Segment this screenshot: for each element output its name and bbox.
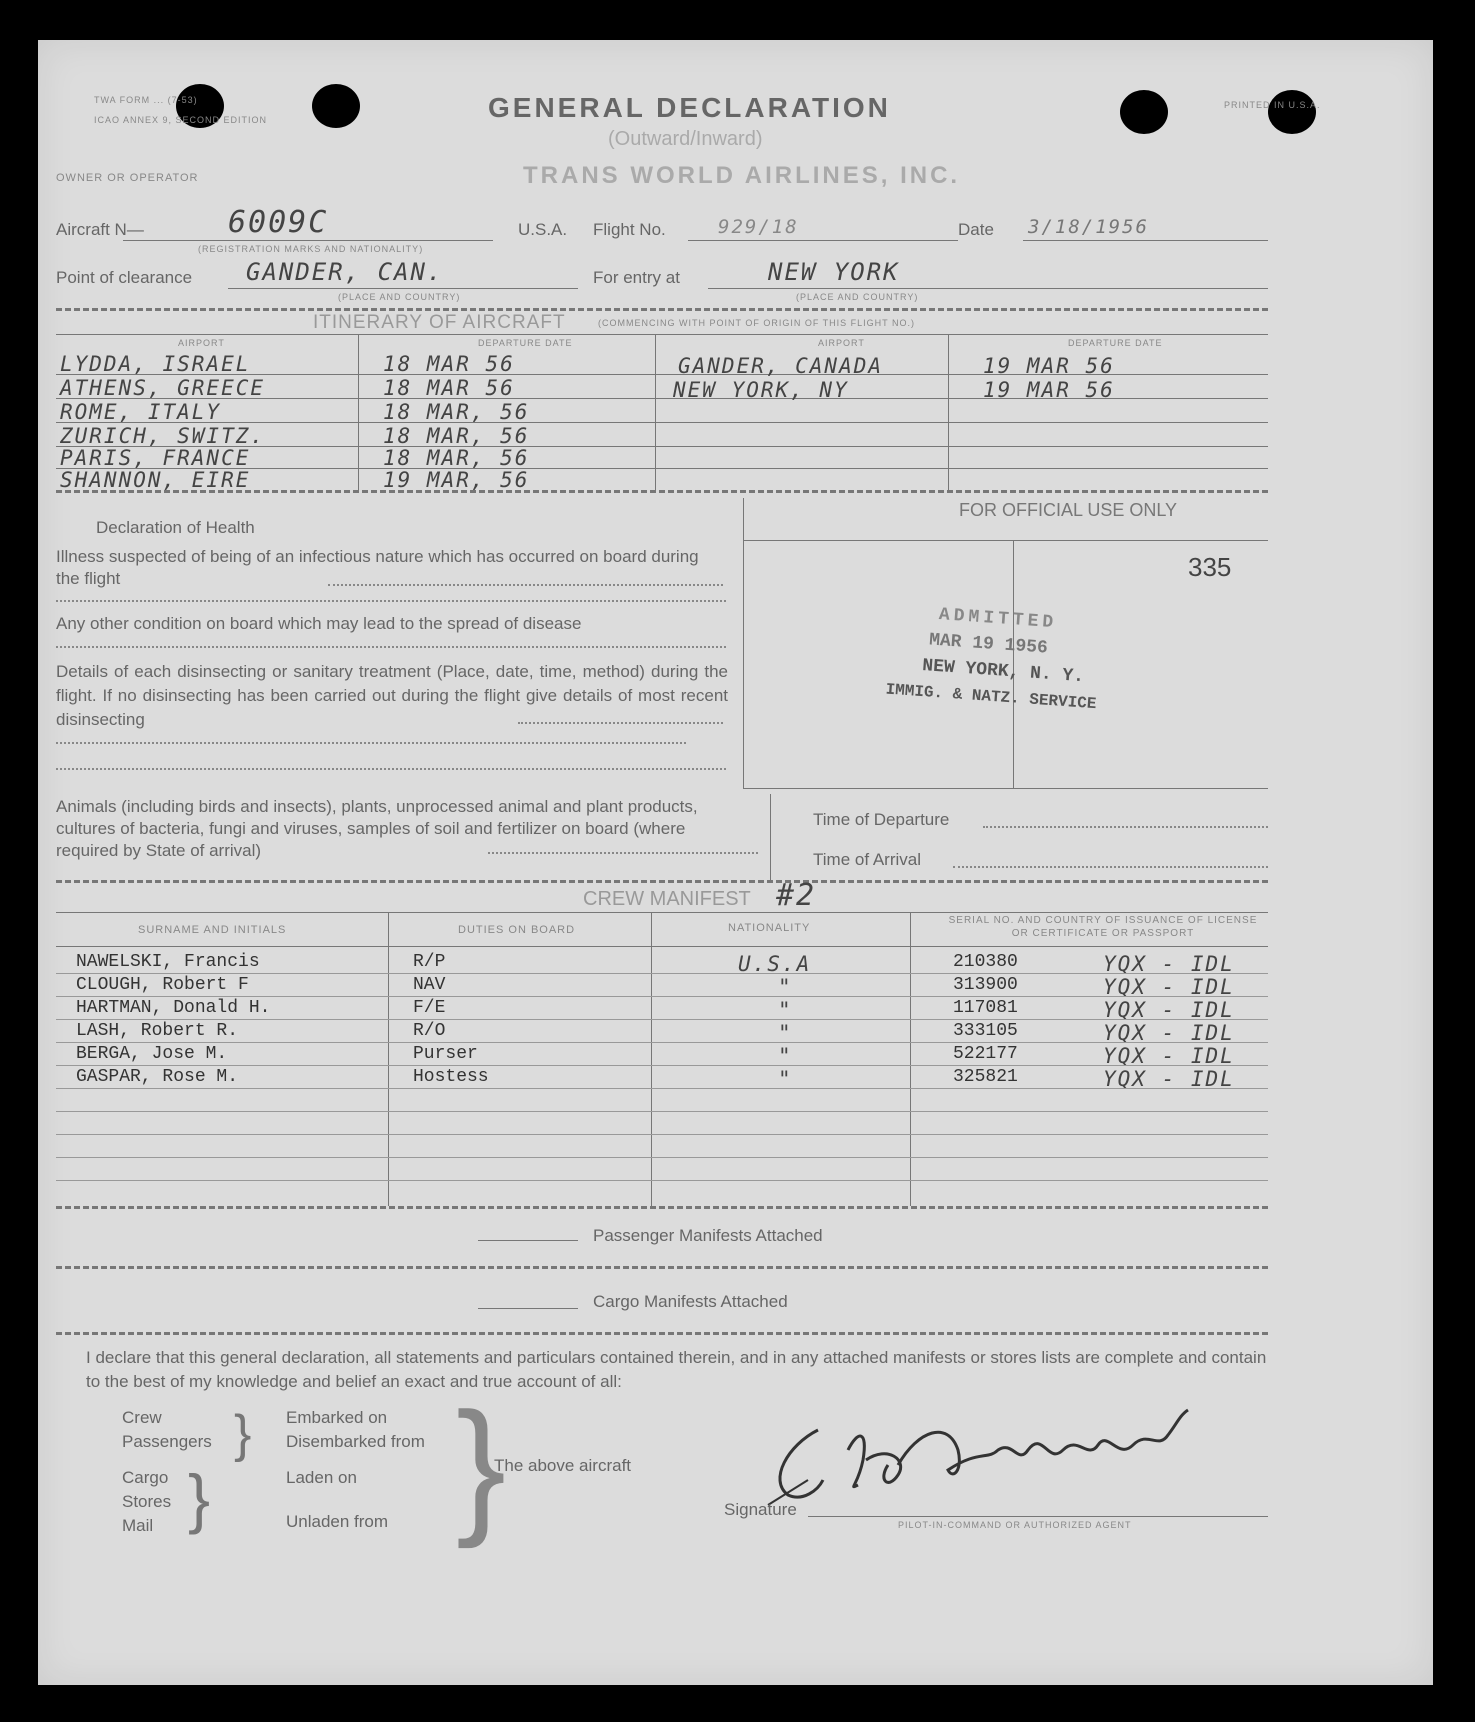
above-aircraft-label: The above aircraft — [494, 1456, 632, 1475]
itin-date-r2: 19 MAR 56 — [983, 378, 1115, 402]
declaration-unladen: Unladen from — [286, 1512, 389, 1531]
crew-serial: 333105 — [953, 1021, 1018, 1041]
crew-route: YQX - IDL — [1103, 1021, 1235, 1045]
crew-serial: 210380 — [953, 952, 1018, 972]
usa-label: U.S.A. — [518, 220, 568, 239]
itin-date-5: 18 MAR, 56 — [383, 446, 530, 470]
passenger-manifests-label: Passenger Manifests Attached — [593, 1226, 823, 1245]
crew-manifest-title: CREW MANIFEST — [583, 888, 751, 910]
crew-route: YQX - IDL — [1103, 1044, 1235, 1068]
itin-airport-3: ROME, ITALY — [60, 400, 222, 424]
cargo-manifests-label: Cargo Manifests Attached — [593, 1292, 788, 1311]
itin-date-3: 18 MAR, 56 — [383, 400, 530, 424]
form-edition: ICAO ANNEX 9, SECOND EDITION — [94, 115, 268, 125]
itin-date-1: 18 MAR 56 — [383, 352, 515, 376]
crew-duty: NAV — [413, 975, 446, 995]
crew-duty: R/O — [413, 1021, 446, 1041]
crew-name: LASH, Robert R. — [76, 1021, 239, 1041]
form-subtitle: (Outward/Inward) — [608, 128, 763, 150]
punch-hole — [1268, 90, 1316, 134]
itin-airport-4: ZURICH, SWITZ. — [60, 424, 266, 448]
col-airport-2: AIRPORT — [818, 338, 865, 348]
admitted-stamp: ADMITTED MAR 19 1956 NEW YORK, N. Y. IMMIG. & NATZ. SERVICE — [884, 605, 1097, 714]
form-number: TWA FORM ... (7-53) — [94, 95, 198, 105]
clearance-label: Point of clearance — [56, 268, 193, 287]
col-departure-date-2: DEPARTURE DATE — [1068, 338, 1163, 348]
crew-duty: Hostess — [413, 1067, 489, 1087]
crew-name: GASPAR, Rose M. — [76, 1067, 239, 1087]
brace: } — [234, 1405, 252, 1463]
flight-date: 3/18/1956 — [1028, 216, 1149, 238]
punch-hole — [312, 84, 360, 128]
col-surname: SURNAME AND INITIALS — [138, 924, 287, 936]
pilot-signature — [748, 1390, 1228, 1520]
crew-route: YQX - IDL — [1103, 975, 1235, 999]
col-departure-date: DEPARTURE DATE — [478, 338, 573, 348]
punch-hole — [1120, 90, 1168, 134]
crew-name: CLOUGH, Robert F — [76, 975, 249, 995]
place-caption: (PLACE AND COUNTRY) — [338, 292, 461, 302]
itin-airport-r2: NEW YORK, NY — [673, 378, 849, 402]
flight-number: 929/18 — [718, 216, 799, 238]
itin-airport-5: PARIS, FRANCE — [60, 446, 251, 470]
signature-label: Signature — [724, 1500, 797, 1519]
crew-route: YQX - IDL — [1103, 1067, 1235, 1091]
itinerary-note: (COMMENCING WITH POINT OF ORIGIN OF THIS FLIGHT NO.) — [598, 318, 915, 328]
official-use-label: FOR OFFICIAL USE ONLY — [958, 500, 1178, 520]
crew-serial: 325821 — [953, 1067, 1018, 1087]
brace: } — [188, 1461, 211, 1535]
health-other: Any other condition on board which may lead to the spread of disease — [56, 614, 582, 633]
clearance-place: GANDER, CAN. — [246, 258, 444, 286]
crew-name: BERGA, Jose M. — [76, 1044, 228, 1064]
itin-date-6: 19 MAR, 56 — [383, 468, 530, 492]
crew-duty: R/P — [413, 952, 446, 972]
crew-serial: 313900 — [953, 975, 1018, 995]
declaration-laden: Laden on — [286, 1468, 357, 1487]
col-serial: SERIAL NO. AND COUNTRY OF ISSUANCE OF LICENSE OR CERTIFICATE OR PASSPORT — [948, 915, 1258, 939]
departure-time-label: Time of Departure — [813, 810, 950, 829]
large-brace: } — [456, 1381, 507, 1549]
crew-duty: F/E — [413, 998, 446, 1018]
health-disinsecting: Details of each disinsecting or sanitary treatment (Place, date, time, method) during the flight. If no disinsecting has been carried out during the flight give details of most recent disinsecting — [56, 662, 728, 729]
declaration-crew-passengers: Crew Passengers — [122, 1408, 212, 1451]
crew-name: NAWELSKI, Francis — [76, 952, 260, 972]
col-nationality: NATIONALITY — [728, 922, 811, 934]
signature-caption: PILOT-IN-COMMAND OR AUTHORIZED AGENT — [898, 1520, 1132, 1530]
crew-serial: 117081 — [953, 998, 1018, 1018]
crew-nationality: U.S.A — [738, 952, 812, 976]
itin-date-2: 18 MAR 56 — [383, 376, 515, 400]
itin-airport-2: ATHENS, GREECE — [60, 376, 266, 400]
itin-airport-1: LYDDA, ISRAEL — [60, 352, 251, 376]
declaration-embarked: Embarked on Disembarked from — [286, 1408, 425, 1451]
entry-place: NEW YORK — [768, 258, 900, 286]
itin-date-r1: 19 MAR 56 — [983, 354, 1115, 378]
crew-route: YQX - IDL — [1103, 952, 1235, 976]
crew-name: HARTMAN, Donald H. — [76, 998, 271, 1018]
declaration-form — [38, 40, 1433, 1685]
flight-no-label: Flight No. — [593, 220, 666, 239]
crew-manifest-number: #2 — [776, 878, 817, 913]
itin-airport-r1: GANDER, CANADA — [678, 354, 884, 378]
form-title: GENERAL DECLARATION — [488, 92, 891, 123]
itinerary-title: ITINERARY OF AIRCRAFT — [313, 312, 566, 333]
declaration-cargo: Cargo Stores Mail — [122, 1468, 172, 1535]
aircraft-registration: 6009C — [228, 205, 329, 240]
itin-date-4: 18 MAR, 56 — [383, 424, 530, 448]
crew-nationality: " — [778, 975, 793, 999]
crew-nationality: " — [778, 998, 793, 1022]
col-airport: AIRPORT — [178, 338, 225, 348]
health-illness: Illness suspected of being of an infectious nature which has occurred on board during the flight — [56, 547, 699, 588]
crew-nationality: " — [778, 1067, 793, 1091]
airline-name: TRANS WORLD AIRLINES, INC. — [523, 162, 961, 189]
declaration-text: I declare that this general declaration, all statements and particulars contained therein, and in any attached manifests or stores lists are complete and contain to the best of my knowledge and belief an exact and true account of all: — [86, 1348, 1267, 1391]
official-number: 335 — [1188, 552, 1232, 582]
itin-airport-6: SHANNON, EIRE — [60, 468, 251, 492]
crew-route: YQX - IDL — [1103, 998, 1235, 1022]
arrival-time-label: Time of Arrival — [813, 850, 922, 869]
crew-nationality: " — [778, 1021, 793, 1045]
crew-duty: Purser — [413, 1044, 478, 1064]
crew-serial: 522177 — [953, 1044, 1018, 1064]
animals-text: Animals (including birds and insects), plants, unprocessed animal and plant products, cultures of bacteria, fungi and viruses, samples of soil and fertilizer on board (where required by State of arrival) — [56, 797, 698, 860]
entry-label: For entry at — [593, 268, 680, 287]
col-duties: DUTIES ON BOARD — [458, 924, 576, 936]
date-label: Date — [958, 220, 994, 239]
owner-operator-label: OWNER OR OPERATOR — [56, 172, 199, 184]
crew-nationality: " — [778, 1044, 793, 1068]
aircraft-label: Aircraft N— — [56, 220, 144, 239]
entry-caption: (PLACE AND COUNTRY) — [796, 292, 919, 302]
health-title: Declaration of Health — [96, 518, 255, 537]
registration-caption: (REGISTRATION MARKS AND NATIONALITY) — [198, 244, 424, 254]
printed-in: PRINTED IN U.S.A. — [1224, 100, 1321, 110]
